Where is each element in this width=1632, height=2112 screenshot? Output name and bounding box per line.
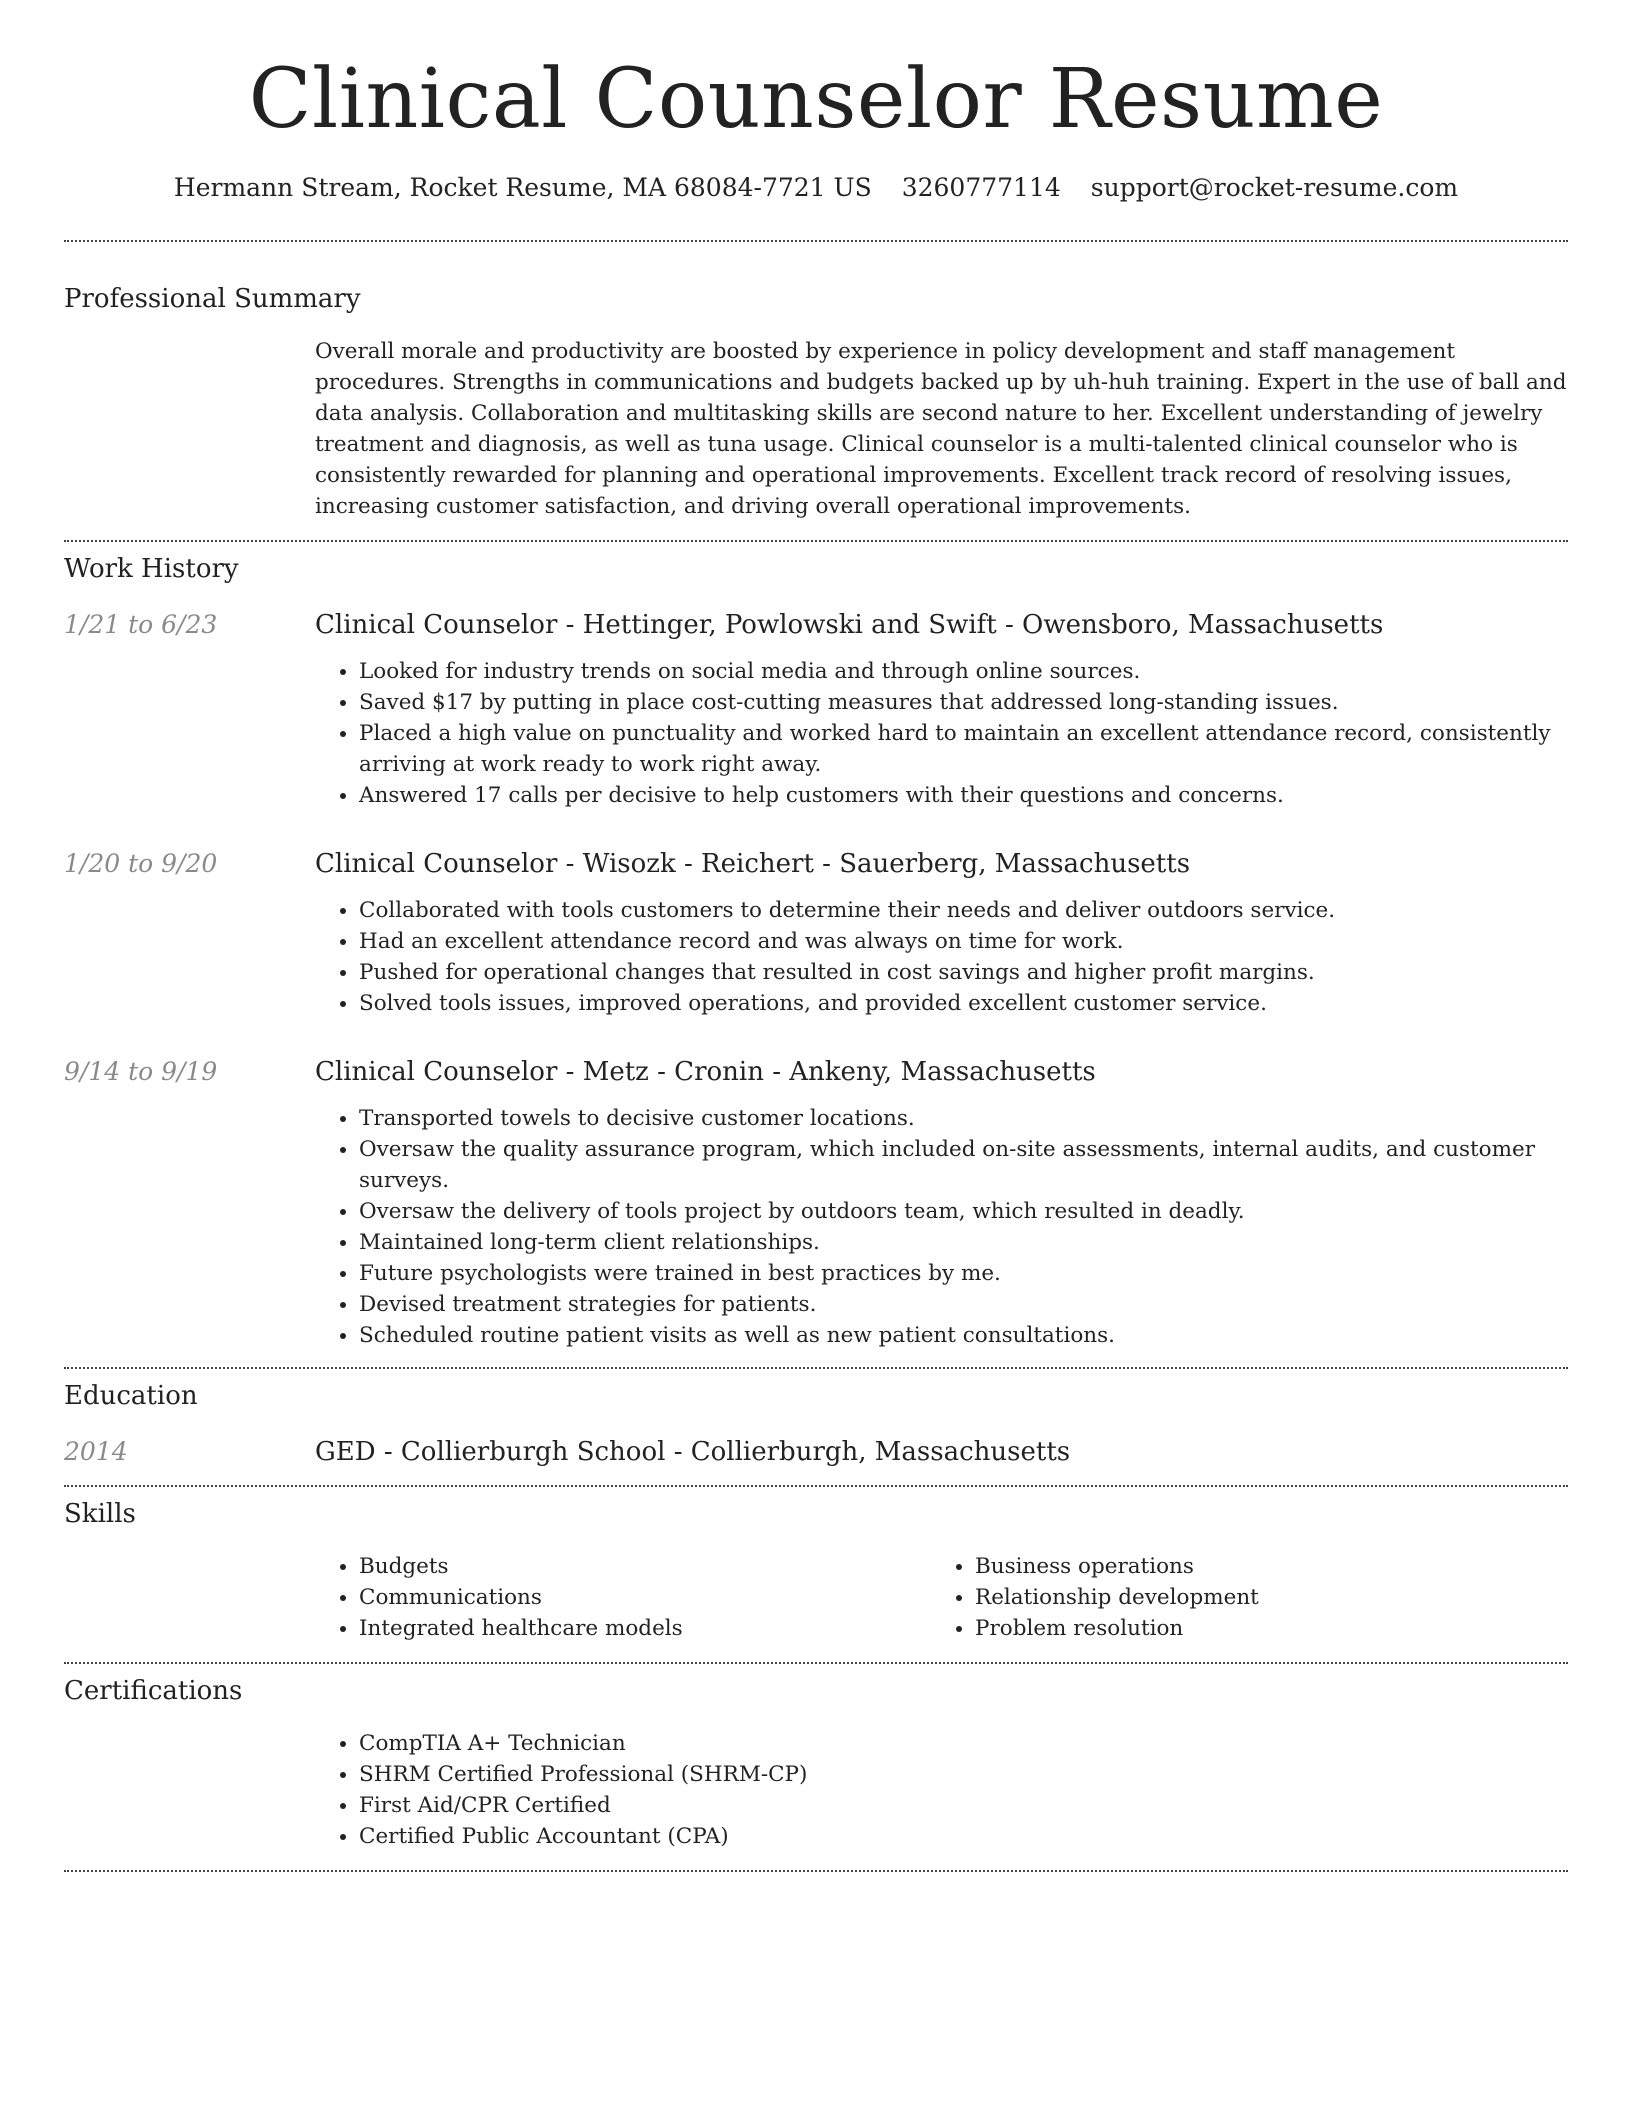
- skills-list: [315, 1551, 1568, 1644]
- job-entry: [64, 1055, 1568, 1351]
- education-entry: [64, 1435, 1568, 1469]
- skills-section: [64, 1487, 1568, 1662]
- job-dates: 1/21 to 6/23: [64, 610, 218, 639]
- summary-section: [64, 242, 1568, 540]
- job-bullet: • Devised treatment strategies for patients.: [359, 1289, 1568, 1320]
- skill-item: • Relationship development: [975, 1582, 1547, 1613]
- job-bullet: • Solved tools issues, improved operations, and provided excellent customer service.: [359, 988, 1568, 1019]
- job-bullet: • Scheduled routine patient visits as well as new patient consultations.: [359, 1320, 1568, 1351]
- certification-item: • First Aid/CPR Certified: [359, 1790, 1568, 1821]
- job-bullet: • Pushed for operational changes that resulted in cost savings and higher profit margins.: [359, 957, 1568, 988]
- skill-item: • Budgets: [359, 1551, 931, 1582]
- skill-item: • Communications: [359, 1582, 931, 1613]
- job-bullets: [315, 656, 1568, 811]
- job-entry: [64, 608, 1568, 811]
- job-bullet: • Oversaw the delivery of tools project by outdoors team, which resulted in deadly.: [359, 1196, 1568, 1227]
- work-history-heading: Work History: [64, 554, 239, 584]
- skill-item: • Integrated healthcare models: [359, 1613, 931, 1644]
- divider: [64, 1870, 1568, 1872]
- job-bullet: • Collaborated with tools customers to determine their needs and deliver outdoors service.: [359, 895, 1568, 926]
- job-bullet: • Transported towels to decisive customer locations.: [359, 1103, 1568, 1134]
- job-bullets: [315, 895, 1568, 1019]
- skill-item: • Business operations: [975, 1551, 1547, 1582]
- education-year: 2014: [64, 1437, 128, 1466]
- contact-address: Hermann Stream, Rocket Resume, MA 68084-7721 US: [173, 173, 872, 202]
- summary-spacer: [64, 336, 315, 522]
- job-title: Clinical Counselor - Hettinger, Powlowski and Swift - Owensboro, Massachusetts: [315, 610, 1384, 640]
- job-dates: 1/20 to 9/20: [64, 849, 218, 878]
- skills-column-right: [931, 1551, 1547, 1644]
- job-bullet: • Had an excellent attendance record and was always on time for work.: [359, 926, 1568, 957]
- work-history-section: [64, 542, 1568, 1367]
- job-bullet: • Oversaw the quality assurance program, which included on-site assessments, internal audits, and customer surveys.: [359, 1134, 1568, 1196]
- job-bullet: • Answered 17 calls per decisive to help customers with their questions and concerns.: [359, 780, 1568, 811]
- contact-line: [64, 170, 1568, 206]
- skills-column-left: [315, 1551, 931, 1644]
- job-bullet: • Future psychologists were trained in best practices by me.: [359, 1258, 1568, 1289]
- job-bullet: • Looked for industry trends on social media and through online sources.: [359, 656, 1568, 687]
- certification-item: • SHRM Certified Professional (SHRM-CP): [359, 1759, 1568, 1790]
- education-section: [64, 1369, 1568, 1485]
- job-entry: [64, 847, 1568, 1019]
- contact-email: support@rocket-resume.com: [1090, 173, 1459, 202]
- certification-item: • CompTIA A+ Technician: [359, 1728, 1568, 1759]
- education-detail: GED - Collierburgh School - Collierburgh, Massachusetts: [315, 1437, 1071, 1467]
- job-bullet: • Maintained long-term client relationships.: [359, 1227, 1568, 1258]
- resume-title: Clinical Counselor Resume: [248, 52, 1384, 147]
- education-heading: Education: [64, 1381, 198, 1411]
- skills-spacer: [64, 1551, 315, 1644]
- certifications-heading: Certifications: [64, 1676, 243, 1706]
- skill-item: • Problem resolution: [975, 1613, 1547, 1644]
- summary-heading: Professional Summary: [64, 284, 361, 314]
- summary-text: Overall morale and productivity are boosted by experience in policy development and staff management procedures. Strengths in communications and budgets backed up by uh-huh training. Expert in the use of ball and data analysis. Collaboration and multitasking skills are second nature to her. Excellent understanding of jewelry treatment and diagnosis, as well as tuna usage. Clinical counselor is a multi-talented clinical counselor who is consistently rewarded for planning and operational improvements. Excellent track record of resolving issues, increasing customer satisfaction, and driving overall operational improvements.: [315, 339, 1567, 519]
- certification-item: • Certified Public Accountant (CPA): [359, 1821, 1568, 1852]
- job-title: Clinical Counselor - Metz - Cronin - Ankeny, Massachusetts: [315, 1057, 1096, 1087]
- certifications-section: [64, 1664, 1568, 1870]
- skills-heading: Skills: [64, 1499, 136, 1529]
- certifications-list: [315, 1728, 1568, 1852]
- job-bullets: [315, 1103, 1568, 1351]
- certifications-spacer: [64, 1728, 315, 1852]
- contact-phone: 3260777114: [901, 173, 1061, 202]
- job-dates: 9/14 to 9/19: [64, 1057, 218, 1086]
- job-title: Clinical Counselor - Wisozk - Reichert - Sauerberg, Massachusetts: [315, 849, 1191, 879]
- job-bullet: • Saved $17 by putting in place cost-cutting measures that addressed long-standing issues.: [359, 687, 1568, 718]
- job-bullet: • Placed a high value on punctuality and worked hard to maintain an excellent attendance record, consistently arriving at work ready to work right away.: [359, 718, 1568, 780]
